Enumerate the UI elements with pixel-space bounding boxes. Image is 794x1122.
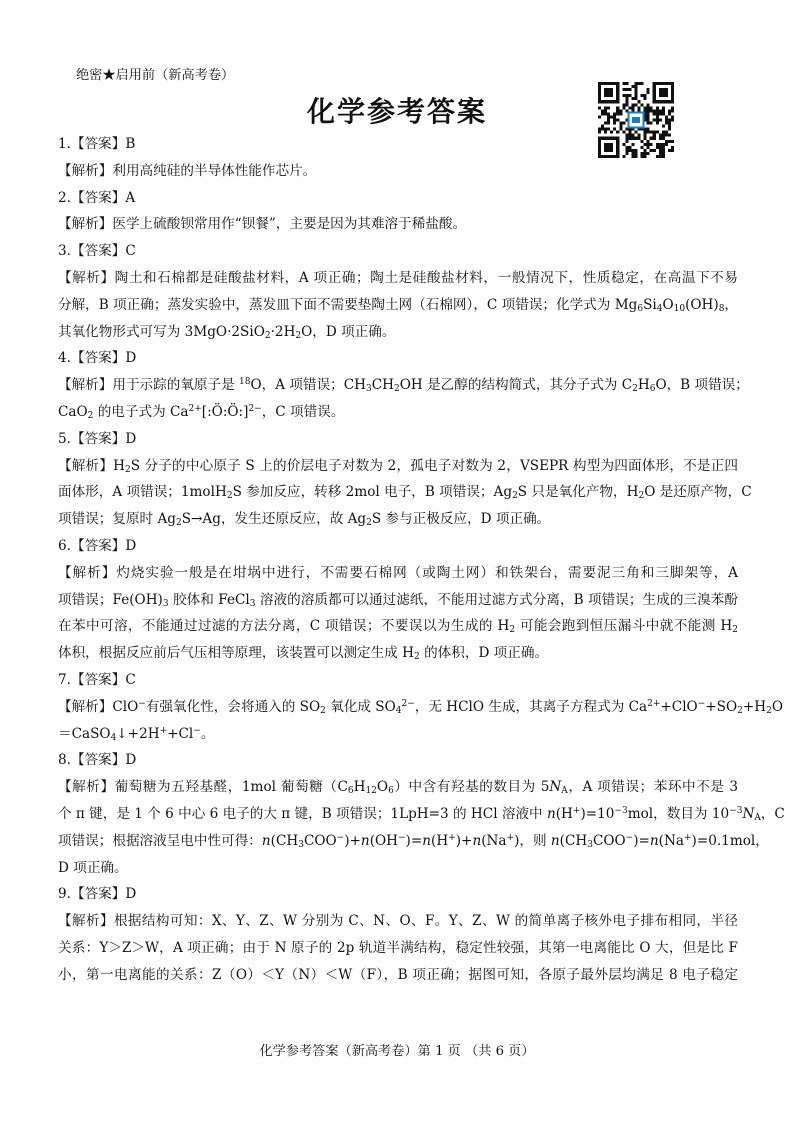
explanation-line: 项错误；$Fe(OH)_3$ 胶体和 FeCl$_3$ 溶液的溶质都可以通过滤纸，不能用过滤方式分离，B 项错误；生成的三溴苯酚 — [58, 591, 738, 609]
explanation-line: 【解析】$H_2S$ 分子的中心原子 S 上的价层电子对数为 2，孤电子对数为 2，VSEPR 构型为四面体形，不是正四 — [58, 457, 739, 475]
explanation-line: 其氧化物形式可写为 $3MgO\cdot 2SiO_2\cdot 2H_2O$，D 项正确。 — [58, 323, 396, 341]
explanation-line: 在苯中可溶，不能通过过滤的方法分离，C 项错误；不要误以为生成的 $H_2$ 可能会跑到恒压漏斗中就不能测 $H_2$ — [58, 618, 738, 636]
confidential-label: 绝密★启用前（新高考卷） — [76, 68, 235, 83]
answer-line: 2.【答案】A — [58, 189, 136, 206]
explanation-line: D 项正确。 — [58, 859, 128, 876]
explanation-line: 【解析】灼烧实验一般是在坩埚中进行，不需要石棉网（或陶土网）和铁架台，需要泥三角和三脚架等，A — [58, 564, 738, 581]
answer-line: 9.【答案】D — [58, 886, 137, 903]
explanation-line: 面体形，A 项错误；1molH$_2$S 参加反应，转移 2mol 电子，B 项错误；$Ag_2S$ 只是氧化产物，$H_2O$ 是还原产物，C — [58, 484, 752, 502]
explanation-line: CaO$_2$ 的电子式为 $Ca^{2+}[:Ö:Ö:]^{2-}$，C 项错误。 — [58, 403, 345, 421]
answer-line: 8.【答案】D — [58, 752, 137, 769]
page-footer: 化学参考答案（新高考卷）第 1 页 （共 6 页） — [259, 1044, 535, 1059]
explanation-line: 【解析】ClO−有强氧化性，会将通入的 $SO_2$ 氧化成 $SO_4^{2-}$，无 HClO 生成，其离子方程式为 $Ca^{2+}+ClO^-+SO_2+H_2O$ — [58, 698, 783, 716]
explanation-line: 小，第一电离能的关系：Z（O）＜Y（N）＜W（F），B 项正确；据图可知，各原子最外层均满足 8 电子稳定 — [58, 966, 738, 983]
answer-line: 6.【答案】D — [58, 537, 137, 554]
answer-line: 7.【答案】C — [58, 671, 136, 688]
explanation-line: 【解析】葡萄糖为五羟基醛，1mol 葡萄糖$(C_6H_{12}O_6)$中含有羟基的数目为 $5N_A$，A 项错误；苯环中不是 3 — [58, 779, 739, 797]
explanation-line: 个 π 键，是 1 个 6 中心 6 电子的大 π 键，B 项错误；1LpH=3 的 HCl 溶液中 $n(H^+)=10^{-3}mol$，数目为 $10^{-3}N_A$，C — [58, 805, 785, 823]
explanation-line: 【解析】用于示踪的氧原子是 $^{18}$O，A 项错误；$CH_3CH_2OH$ 是乙醇的结构简式，其分子式为 $C_2H_6O$，B 项错误； — [58, 377, 749, 395]
explanation-line: 项错误；根据溶液呈电中性可得：$n(CH_3COO^-)+n(OH^-)=n(H^+)+n(Na^+)$，则 $n(CH_3COO^-)=n(Na^+)=0.1mol$， — [58, 832, 769, 850]
explanation-line: 项错误；复原时 $Ag_2S\to Ag$，发生还原反应，故 $Ag_2S$ 参与正极反应，D 项正确。 — [58, 511, 551, 529]
explanation-line: 体积，根据反应前后气压相等原理，该装置可以测定生成 $H_2$ 的体积，D 项正确。 — [58, 645, 549, 663]
answer-line: 3.【答案】C — [58, 243, 136, 260]
explanation-line: 分解，B 项正确；蒸发实验中，蒸发皿下面不需要垫陶土网（石棉网），C 项错误；化学式为 $Mg_6Si_4O_{10}(OH)_8$， — [58, 296, 739, 314]
answer-body — [58, 131, 785, 989]
explanation-line: 【解析】根据结构可知：X、Y、Z、W 分别为 C、N、O、F。Y、Z、W 的简单离子核外电子排布相同，半径 — [58, 913, 738, 930]
explanation-line: 【解析】医学上硫酸钡常用作“钡餐”，主要是因为其难溶于稀盐酸。 — [58, 216, 467, 233]
explanation-line: 【解析】利用高纯硅的半导体性能作芯片。 — [58, 162, 317, 179]
page-title: 化学参考答案 — [306, 95, 487, 128]
answer-line: 5.【答案】D — [58, 430, 137, 447]
explanation-line: 【解析】陶土和石棉都是硅酸盐材料，A 项正确；陶土是硅酸盐材料，一般情况下，性质稳定，在高温下不易 — [58, 269, 738, 286]
answer-line: 1.【答案】B — [58, 136, 136, 152]
explanation-line: ＝CaSO$_4$↓+2H++Cl−。 — [58, 725, 215, 743]
answer-line: 4.【答案】D — [58, 350, 137, 367]
explanation-line: 关系：Y＞Z＞W，A 项正确；由于 N 原子的 2p 轨道半满结构，稳定性较强，其第一电离能比 O 大，但是比 F — [58, 939, 738, 956]
